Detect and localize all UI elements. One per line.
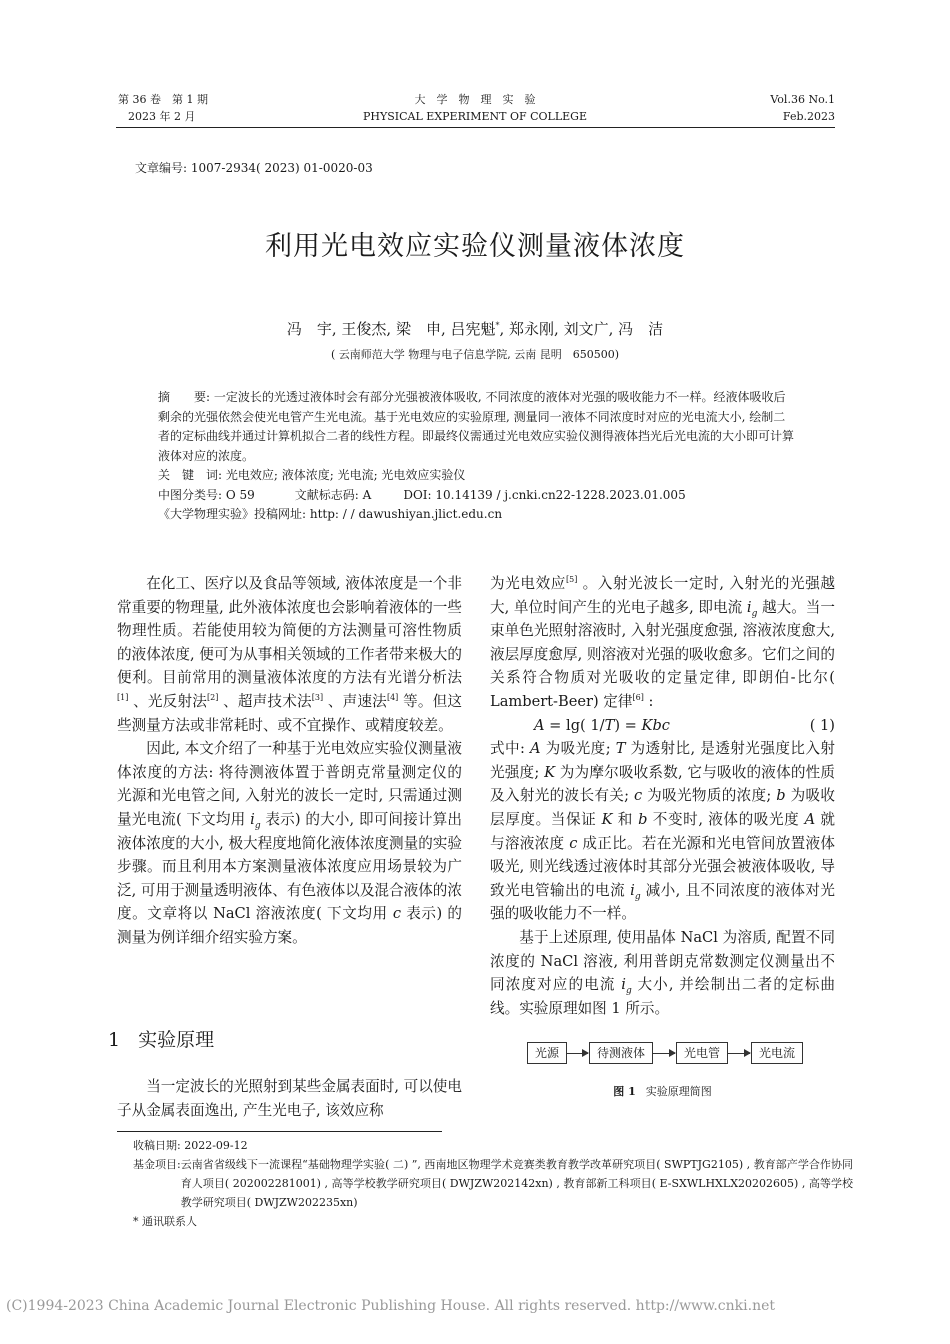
p1a: 在化工、医疗以及食品等领域, 液体浓度是一个非常重要的物理量, 此外液体浓度也会影响着液体的一些物理性质。若能使用较为简便的方法测量可溶性物质的液体浓度, 便可为从事相关领域的工作者带来极大的便利。目前常用的测量液体浓度的方法有光谱分析法 [117,575,462,687]
var-i: i [621,976,626,994]
arrow-1 [566,1053,588,1054]
var-c2: c [569,834,578,852]
r1d: : [643,692,654,710]
r3b: 大小, 并绘制出二者的定标曲线。实验原理如图 1 所示。 [490,976,836,1017]
header-center [300,91,650,125]
sub-g: g [625,986,632,996]
paragraph-definitions [490,737,835,926]
left-column-tail [117,1075,462,1122]
volume-en: Vol.36 No.1 [770,93,835,106]
affiliation: ( 云南师范大学 物理与电子信息学院, 云南 昆明 650500) [330,348,620,361]
eq-Kbc: Kbc [641,716,670,734]
r1c: 越大。当一束单色光照射溶液时, 入射光强度愈强, 溶液浓度愈大, 液层厚度愈厚, 则溶液对光强的吸收愈多。它们之间的关系符合物质对光吸收的定量定律, 即朗伯-比尔( Lambert-Beer) 定律 [490,598,836,710]
figure-caption [490,1083,835,1099]
var-c: c [392,905,402,923]
box-sample-liquid: 待测液体 [589,1042,653,1064]
keywords-label: 关 键 词: [158,468,223,482]
submission-website: 《大学物理实验》投稿网址: http: / / dawushiyan.jlict.edu.cn [158,507,503,521]
doi-label: DOI: [403,487,432,502]
date-en: Feb.2023 [782,110,835,123]
copyright-notice: (C)1994-2023 China Academic Journal Electronic Publishing House. All rights reserved. http://www.cnki.net [6,1298,776,1314]
sub-g: g [751,608,758,619]
corresponding-note: * 通讯联系人 [133,1215,197,1228]
p1b: 、光反射法 [128,692,207,710]
footnote-rule [117,1131,442,1132]
var-T: T [615,740,626,758]
figure-number: 图 1 [613,1085,636,1098]
r2i: 就与溶液浓度 [490,810,836,852]
r2c: 为透射比, 是透射光强度比入射光强度; [490,740,835,781]
eq-T: T [604,716,615,734]
p2a: 因此, 本文介绍了一种基于光电效应实验仪测量液体浓度的方法: 将待测液体置于普朗克常量测定仪的光源和光电管之间, 入射光的波长一定时, 只需通过测量光电流( 下文均用 [117,740,462,828]
clc-value: O 59 [222,487,255,502]
header-right [770,91,835,125]
authors [0,318,950,339]
header-rule [116,127,835,128]
r2g: 和 [612,810,639,828]
section-heading [108,1025,214,1052]
sub-g: g [254,820,261,831]
var-K: K [544,763,555,781]
box-photocurrent: 光电流 [751,1042,803,1064]
equation-number: ( 1) [809,716,835,734]
fund-text: 云南省省级线下一流课程“基础物理学实验( 二) ”, 西南地区物理学术竞赛类教育教学改革研究项目( SWPTJG2105) , 教育部产学合作协同育人项目( 202002281001) , 高等学校教学研究项目( DWJZW202142xn) , 教育部新工科项目( E-SXWLHXLX20202605) , 高等学校教学研究项目( DWJZW202235xn) [180,1158,853,1209]
ref-3: [3] [311,693,324,703]
box-light-source: 光源 [527,1042,567,1064]
r2d: 为为摩尔吸收系数, 它与吸收的液体的性质及入射光的波长有关; [490,763,835,805]
r1b: 。入射光波长一定时, 入射光的光强越大, 单位时间产生的光电子越多, 即电流 [490,575,835,616]
r2b: 为吸光度; [540,740,616,758]
doc-code-label: 文献标志码: [294,487,359,502]
var-i: i [746,598,752,616]
abstract-text: 一定波长的光透过液体时会有部分光强被液体吸收, 不同浓度的液体对光强的吸收能力不一样。经液体吸收后剩余的光强依然会使光电管产生光电流。基于光电效应的实验原理, 测量同一液体不同浓度时对应的光电流大小, 绘制二者的定标曲线并通过计算机拟合二者的线性方程。即最终仪需通过光电效应实验仪测得液体挡光后光电流的大小即可计算液体对应的浓度。 [158,390,795,463]
header-left [118,91,208,125]
eq-mid2: ) = [614,716,642,734]
abstract-block [158,388,794,525]
right-column [490,572,835,1020]
paragraph-photoeffect [490,572,835,714]
corresponding-mark: * [495,321,500,330]
p2b: 表示) 的大小, 即可间接计算出液体浓度的大小, 极大程度地简化液体浓度测量的实验步骤。而且利用本方案测量液体浓度应用场景较为广泛, 可用于测量透明液体、有色液体以及混合液体的浓度。文章将以 NaCl 溶液浓度( 下文均用 [117,810,462,923]
r2f: 为吸收层厚度。当保证 [490,787,835,828]
r3a: 基于上述原理, 使用晶体 NaCl 为溶质, 配置不同浓度的 NaCl 溶液, 利用普朗克常数测定仪测量出不同浓度对应的电流 [490,928,835,994]
ref-5: [5] [565,575,578,585]
paragraph-principle: 当一定波长的光照射到某些金属表面时, 可以使电子从金属表面逸出, 产生光电子, 该效应称 [117,1078,462,1119]
paper-title: 利用光电效应实验仪测量液体浓度 [265,231,685,262]
p2c: 表示) 的测量为例详细介绍实验方案。 [117,905,462,946]
paragraph-intro [117,572,462,737]
left-column [117,572,462,950]
ref-2: [2] [206,693,219,703]
var-b2: b [638,810,648,828]
authors-part1: 冯 宇, 王俊杰, 梁 申, 吕宪魁 [286,320,496,338]
arrow-2 [652,1053,675,1054]
received-date [133,1136,248,1155]
equation-1 [490,714,835,738]
received-value: 2022-09-12 [180,1139,248,1152]
arrow-3 [727,1053,750,1054]
var-A: A [530,740,541,758]
paragraph-setup [490,926,835,1020]
abstract [158,388,794,466]
doi-value: 10.14139 / j.cnki.cn22-1228.2023.01.005 [431,487,686,502]
fund-label: 基金项目: [133,1158,181,1171]
eq-mid: = lg( 1/ [544,716,605,734]
section-title: 实验原理 [138,1029,215,1051]
journal-name-cn: 大 学 物 理 实 验 [414,93,536,106]
volume-issue: 第 36 卷 第 1 期 [118,93,208,106]
r2e: 为吸光物质的浓度; [642,787,777,805]
ref-6: [6] [632,693,644,703]
r1a: 为光电效应 [490,575,566,592]
var-b: b [776,787,786,805]
var-c: c [634,787,643,805]
p1d: 、声速法 [323,692,387,710]
article-number: 文章编号: 1007-2934( 2023) 01-0020-03 [135,161,373,175]
clc-label: 中图分类号: [158,487,223,502]
var-i: i [630,881,635,899]
r2k: 减小, 且不同浓度的液体对光强的吸收能力不一样。 [490,881,836,923]
classification [158,486,794,506]
sub-g: g [634,891,641,902]
received-label: 收稿日期: [133,1139,181,1152]
eq-A: A [534,716,545,734]
ref-4: [4] [386,693,399,703]
r2h: 不变时, 液体的吸光度 [647,810,805,828]
p1e: 等。但这些测量方法或非常耗时、或不宜操作、或精度较差。 [117,692,462,734]
abstract-label: 摘 要: [158,390,211,404]
r2a: 式中: [490,740,531,758]
section-number: 1 [108,1029,121,1051]
authors-part2: , 郑永刚, 刘文广, 冯 洁 [499,320,664,338]
paragraph-method [117,737,462,949]
keywords-text: 光电效应; 液体浓度; 光电流; 光电效应实验仪 [222,468,466,482]
ref-1: [1] [117,693,129,703]
journal-name-en: PHYSICAL EXPERIMENT OF COLLEGE [362,110,587,123]
var-i: i [250,810,255,828]
doc-code-value: A [358,487,372,502]
figure-caption-text: 实验原理简图 [645,1085,712,1098]
issue-date: 2023 年 2 月 [128,110,196,123]
keywords [158,466,794,486]
box-phototube: 光电管 [676,1042,728,1064]
r2j: 成正比。若在光源和光电管间放置液体吸光, 则光线透过液体时其部分光强会被液体吸收, 导致光电管输出的电流 [490,834,835,899]
var-A2: A [804,810,816,828]
var-K2: K [601,810,613,828]
fund-info [133,1155,853,1212]
p1c: 、超声技术法 [218,692,312,710]
